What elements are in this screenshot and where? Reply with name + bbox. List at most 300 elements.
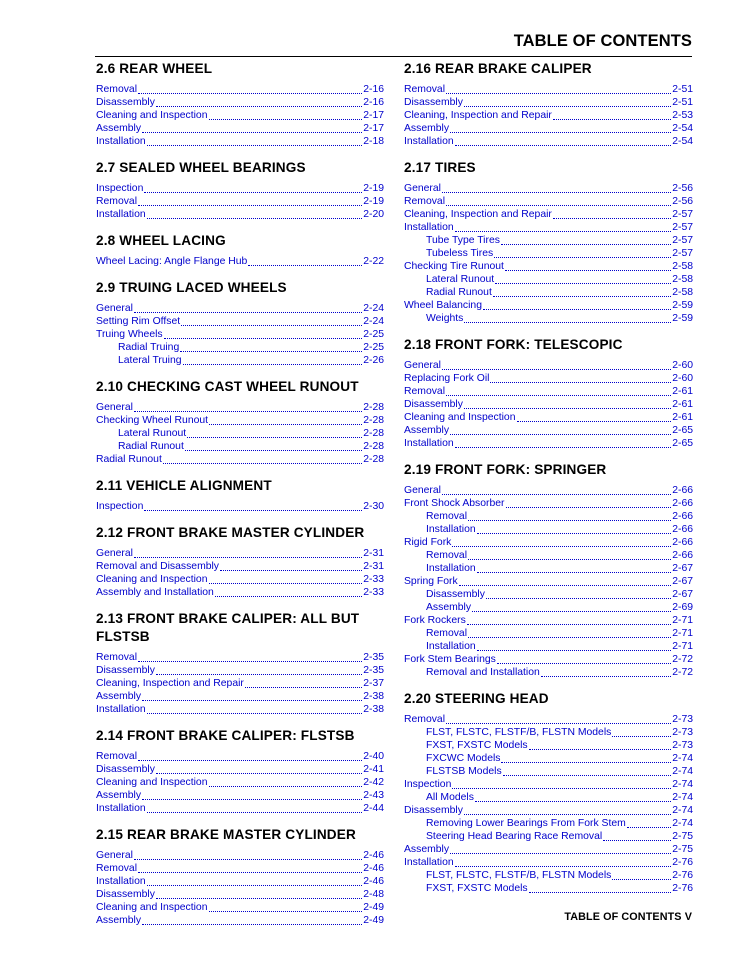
dot-leader — [450, 853, 671, 854]
toc-entry-page: 2-22 — [363, 256, 384, 267]
toc-entry-label: Radial Runout — [96, 454, 162, 465]
toc-entry-link[interactable] — [96, 560, 384, 573]
toc-entry-page: 2-73 — [672, 740, 693, 751]
toc-entry-link[interactable] — [404, 83, 693, 96]
toc-entry-link[interactable] — [96, 875, 384, 888]
toc-entry-link[interactable] — [404, 575, 693, 588]
toc-entry-page: 2-17 — [363, 110, 384, 121]
toc-entry-link[interactable] — [96, 914, 384, 927]
dot-leader — [187, 437, 362, 438]
toc-entry-page: 2-66 — [672, 498, 693, 509]
toc-entry-label: Installation — [96, 136, 146, 147]
dot-leader — [442, 494, 671, 495]
toc-entry-link[interactable] — [96, 122, 384, 135]
toc-entry-label: Radial Runout — [426, 287, 492, 298]
dot-leader — [446, 205, 671, 206]
toc-entry-link[interactable] — [404, 536, 693, 549]
toc-entry-page: 2-37 — [363, 678, 384, 689]
toc-entry-link[interactable] — [404, 312, 693, 325]
toc-entry-label: General — [96, 402, 133, 413]
toc-entry-link[interactable] — [96, 83, 384, 96]
toc-section — [96, 475, 384, 513]
toc-entry-link[interactable] — [96, 888, 384, 901]
toc-entry-label: Removal and Disassembly — [96, 561, 220, 572]
toc-entry-link[interactable] — [96, 703, 384, 716]
toc-entry-link[interactable] — [96, 427, 384, 440]
toc-entry-link[interactable] — [404, 856, 693, 869]
section-title: 2.11 VEHICLE ALIGNMENT — [96, 478, 272, 493]
dot-leader — [209, 119, 363, 120]
toc-entry-link[interactable] — [404, 739, 693, 752]
toc-entry-page: 2-67 — [672, 576, 693, 587]
toc-entry-page: 2-40 — [363, 751, 384, 762]
toc-entry-link[interactable] — [404, 260, 693, 273]
toc-entry-page: 2-20 — [363, 209, 384, 220]
toc-entry-link[interactable] — [404, 627, 693, 640]
toc-entry-label: Truing Wheels — [96, 329, 163, 340]
dot-leader — [553, 218, 671, 219]
dot-leader — [220, 570, 362, 571]
toc-section — [96, 58, 384, 148]
dot-leader — [142, 700, 362, 701]
toc-entry-page: 2-65 — [672, 438, 693, 449]
dot-leader — [494, 257, 671, 258]
toc-entry-link[interactable] — [404, 398, 693, 411]
toc-entry-link[interactable] — [404, 666, 693, 679]
toc-entry-label: FXCWC Models — [426, 753, 501, 764]
page-footer: TABLE OF CONTENTS V — [564, 911, 692, 923]
toc-entry-page: 2-16 — [363, 84, 384, 95]
dot-leader — [455, 145, 672, 146]
toc-entry-page: 2-19 — [363, 196, 384, 207]
dot-leader — [495, 283, 671, 284]
dot-leader — [209, 424, 362, 425]
toc-section — [96, 230, 384, 268]
toc-entry-link[interactable] — [96, 341, 384, 354]
dot-leader — [183, 364, 363, 365]
toc-entry-link[interactable] — [404, 882, 693, 895]
dot-leader — [156, 773, 362, 774]
toc-entry-link[interactable] — [404, 437, 693, 450]
toc-entry-page: 2-46 — [363, 863, 384, 874]
section-title: 2.9 TRUING LACED WHEELS — [96, 280, 287, 295]
toc-entry-page: 2-57 — [672, 248, 693, 259]
toc-entry-page: 2-35 — [363, 652, 384, 663]
dot-leader — [180, 351, 362, 352]
toc-section — [96, 824, 384, 927]
toc-entry-link[interactable] — [96, 135, 384, 148]
toc-entry-label: Front Shock Absorber — [404, 498, 505, 509]
dot-leader — [134, 312, 362, 313]
toc-entry-link[interactable] — [96, 96, 384, 109]
toc-entry-page: 2-76 — [672, 857, 693, 868]
toc-entry-label: Replacing Fork Oil — [404, 373, 490, 384]
toc-entry-link[interactable] — [404, 765, 693, 778]
toc-entry-link[interactable] — [404, 208, 693, 221]
toc-entry-page: 2-58 — [672, 261, 693, 272]
toc-entry-label: Cleaning and Inspection — [404, 412, 516, 423]
toc-entry-page: 2-28 — [363, 428, 384, 439]
toc-entry-label: General — [96, 548, 133, 559]
dot-leader — [134, 859, 362, 860]
toc-entry-label: Disassembly — [404, 399, 463, 410]
dot-leader — [442, 369, 671, 370]
toc-entry-link[interactable] — [404, 247, 693, 260]
toc-entry-link[interactable] — [404, 497, 693, 510]
toc-entry-label: Removal — [96, 863, 137, 874]
toc-entry-page: 2-58 — [672, 274, 693, 285]
toc-entry-link[interactable] — [404, 424, 693, 437]
toc-entry-link[interactable] — [96, 573, 384, 586]
toc-entry-label: Wheel Lacing: Angle Flange Hub — [96, 256, 248, 267]
dot-leader — [209, 786, 363, 787]
toc-entry-label: Removal — [404, 84, 445, 95]
toc-entry-label: Assembly — [96, 915, 142, 926]
toc-entry-page: 2-61 — [672, 386, 693, 397]
toc-entry-link[interactable] — [404, 817, 693, 830]
toc-entry-label: General — [96, 850, 133, 861]
section-title: 2.19 FRONT FORK: SPRINGER — [404, 462, 607, 477]
toc-entry-page: 2-48 — [363, 889, 384, 900]
toc-entry-page: 2-72 — [672, 667, 693, 678]
dot-leader — [455, 447, 672, 448]
toc-entry-page: 2-73 — [672, 727, 693, 738]
dot-leader — [138, 661, 362, 662]
toc-entry-page: 2-74 — [672, 805, 693, 816]
toc-entry-link[interactable] — [404, 286, 693, 299]
toc-entry-label: FLSTSB Models — [426, 766, 502, 777]
dot-leader — [506, 507, 672, 508]
toc-entry-label: Assembly — [404, 123, 450, 134]
toc-entry-label: Installation — [426, 563, 476, 574]
toc-entry-link[interactable] — [404, 234, 693, 247]
dot-leader — [156, 898, 362, 899]
toc-entry-page: 2-51 — [672, 84, 693, 95]
toc-entry-link[interactable] — [96, 750, 384, 763]
dot-leader — [138, 205, 362, 206]
dot-leader — [464, 408, 671, 409]
dot-leader — [477, 533, 672, 534]
toc-entry-link[interactable] — [96, 586, 384, 599]
toc-section — [96, 277, 384, 367]
toc-entry-page: 2-67 — [672, 589, 693, 600]
toc-entry-label: Disassembly — [404, 97, 463, 108]
dot-leader — [529, 749, 672, 750]
toc-entry-page: 2-35 — [363, 665, 384, 676]
dot-leader — [147, 885, 363, 886]
toc-entry-label: Radial Truing — [118, 342, 180, 353]
dot-leader — [446, 395, 671, 396]
toc-entry-page: 2-69 — [672, 602, 693, 613]
dot-leader — [142, 799, 362, 800]
toc-entry-link[interactable] — [96, 453, 384, 466]
dot-leader — [446, 93, 671, 94]
toc-entry-page: 2-76 — [672, 883, 693, 894]
toc-section — [96, 157, 384, 221]
toc-entry-label: Lateral Truing — [118, 355, 182, 366]
toc-entry-link[interactable] — [96, 789, 384, 802]
toc-entry-label: Installation — [404, 438, 454, 449]
toc-entry-page: 2-25 — [363, 329, 384, 340]
page-header — [95, 32, 692, 57]
dot-leader — [147, 713, 363, 714]
dot-leader — [138, 93, 362, 94]
dot-leader — [553, 119, 671, 120]
section-title: 2.20 STEERING HEAD — [404, 691, 549, 706]
toc-entry-page: 2-74 — [672, 766, 693, 777]
dot-leader — [442, 192, 671, 193]
toc-entry-page: 2-28 — [363, 454, 384, 465]
toc-entry-page: 2-54 — [672, 123, 693, 134]
toc-entry-link[interactable] — [96, 195, 384, 208]
toc-entry-page: 2-57 — [672, 222, 693, 233]
toc-entry-page: 2-24 — [363, 303, 384, 314]
toc-entry-link[interactable] — [404, 713, 693, 726]
toc-entry-link[interactable] — [96, 776, 384, 789]
toc-entry-link[interactable] — [96, 109, 384, 122]
dot-leader — [138, 760, 362, 761]
dot-leader — [147, 812, 363, 813]
toc-entry-link[interactable] — [404, 588, 693, 601]
toc-entry-page: 2-66 — [672, 550, 693, 561]
toc-entry-link[interactable] — [404, 182, 693, 195]
toc-entry-link[interactable] — [404, 109, 693, 122]
toc-entry-label: Inspection — [96, 501, 144, 512]
dot-leader — [452, 546, 671, 547]
toc-entry-link[interactable] — [96, 315, 384, 328]
toc-entry-page: 2-28 — [363, 441, 384, 452]
toc-entry-link[interactable] — [404, 601, 693, 614]
toc-entry-link[interactable] — [96, 849, 384, 862]
dot-leader — [147, 145, 363, 146]
toc-entry-label: Cleaning, Inspection and Repair — [404, 209, 552, 220]
toc-entry-link[interactable] — [404, 221, 693, 234]
dot-leader — [459, 585, 671, 586]
dot-leader — [464, 106, 671, 107]
dot-leader — [486, 598, 671, 599]
dot-leader — [464, 322, 671, 323]
toc-section — [404, 157, 693, 325]
dot-leader — [455, 231, 672, 232]
toc-entry-page: 2-31 — [363, 548, 384, 559]
dot-leader — [472, 611, 671, 612]
toc-entry-page: 2-71 — [672, 628, 693, 639]
toc-entry-page: 2-49 — [363, 915, 384, 926]
toc-entry-link[interactable] — [404, 385, 693, 398]
toc-entry-link[interactable] — [404, 273, 693, 286]
toc-column-left — [96, 58, 384, 936]
dot-leader — [144, 192, 362, 193]
toc-entry-page: 2-73 — [672, 714, 693, 725]
toc-entry-page: 2-53 — [672, 110, 693, 121]
toc-entry-link[interactable] — [404, 843, 693, 856]
toc-entry-page: 2-57 — [672, 209, 693, 220]
toc-entry-link[interactable] — [96, 802, 384, 815]
toc-entry-label: FXST, FXSTC Models — [426, 883, 528, 894]
toc-section — [96, 376, 384, 466]
toc-entry-label: Assembly — [404, 844, 450, 855]
toc-entry-link[interactable] — [96, 255, 384, 268]
toc-entry-link[interactable] — [96, 302, 384, 315]
toc-entry-page: 2-76 — [672, 870, 693, 881]
section-title: 2.7 SEALED WHEEL BEARINGS — [96, 160, 306, 175]
toc-entry-label: Checking Wheel Runout — [96, 415, 209, 426]
section-title: 2.6 REAR WHEEL — [96, 61, 213, 76]
toc-entry-link[interactable] — [404, 549, 693, 562]
dot-leader — [163, 463, 362, 464]
toc-entry-page: 2-75 — [672, 844, 693, 855]
toc-entry-label: Disassembly — [96, 889, 155, 900]
toc-entry-page: 2-56 — [672, 183, 693, 194]
toc-entry-link[interactable] — [404, 752, 693, 765]
toc-entry-link[interactable] — [404, 510, 693, 523]
toc-entry-link[interactable] — [404, 359, 693, 372]
dot-leader — [612, 879, 671, 880]
dot-leader — [142, 924, 362, 925]
dot-leader — [517, 421, 672, 422]
toc-entry-label: Removal — [96, 652, 137, 663]
toc-entry-label: Removal — [404, 386, 445, 397]
toc-entry-page: 2-28 — [363, 402, 384, 413]
dot-leader — [156, 106, 362, 107]
dot-leader — [142, 132, 362, 133]
toc-entry-link[interactable] — [96, 401, 384, 414]
toc-entry-link[interactable] — [404, 869, 693, 882]
toc-entry-page: 2-17 — [363, 123, 384, 134]
toc-entry-page: 2-31 — [363, 561, 384, 572]
dot-leader — [541, 676, 671, 677]
toc-entry-link[interactable] — [404, 96, 693, 109]
toc-entry-page: 2-71 — [672, 615, 693, 626]
toc-entry-page: 2-66 — [672, 524, 693, 535]
toc-entry-link[interactable] — [96, 182, 384, 195]
toc-entry-page: 2-67 — [672, 563, 693, 574]
toc-entry-link[interactable] — [96, 328, 384, 341]
toc-entry-link[interactable] — [404, 830, 693, 843]
toc-entry-link[interactable] — [96, 677, 384, 690]
toc-entry-page: 2-43 — [363, 790, 384, 801]
toc-entry-page: 2-59 — [672, 313, 693, 324]
toc-entry-link[interactable] — [404, 726, 693, 739]
toc-entry-link[interactable] — [404, 653, 693, 666]
toc-entry-page: 2-71 — [672, 641, 693, 652]
toc-entry-link[interactable] — [96, 414, 384, 427]
toc-entry-page: 2-38 — [363, 691, 384, 702]
toc-entry-page: 2-66 — [672, 537, 693, 548]
toc-entry-page: 2-75 — [672, 831, 693, 842]
toc-entry-label: Removal — [426, 511, 467, 522]
toc-entry-label: Rigid Fork — [404, 537, 452, 548]
dot-leader — [156, 674, 362, 675]
toc-entry-page: 2-60 — [672, 360, 693, 371]
toc-entry-link[interactable] — [96, 208, 384, 221]
toc-entry-page: 2-57 — [672, 235, 693, 246]
toc-entry-label: Installation — [404, 136, 454, 147]
section-title: 2.18 FRONT FORK: TELESCOPIC — [404, 337, 623, 352]
toc-entry-link[interactable] — [404, 791, 693, 804]
toc-entry-link[interactable] — [404, 135, 693, 148]
dot-leader — [248, 265, 362, 266]
toc-entry-link[interactable] — [96, 354, 384, 367]
toc-entry-page: 2-18 — [363, 136, 384, 147]
toc-entry-label: Cleaning, Inspection and Repair — [96, 678, 244, 689]
toc-entry-page: 2-26 — [363, 355, 384, 366]
dot-leader — [181, 325, 362, 326]
toc-entry-link[interactable] — [96, 664, 384, 677]
toc-entry-link[interactable] — [404, 299, 693, 312]
toc-entry-link[interactable] — [404, 562, 693, 575]
dot-leader — [501, 762, 671, 763]
toc-entry-page: 2-65 — [672, 425, 693, 436]
toc-entry-link[interactable] — [404, 640, 693, 653]
toc-entry-label: Wheel Balancing — [404, 300, 482, 311]
toc-entry-page: 2-38 — [363, 704, 384, 715]
dot-leader — [503, 775, 672, 776]
toc-entry-link[interactable] — [96, 547, 384, 560]
toc-entry-link[interactable] — [404, 122, 693, 135]
dot-leader — [603, 840, 671, 841]
toc-entry-label: Assembly and Installation — [96, 587, 214, 598]
toc-entry-label: Assembly — [426, 602, 472, 613]
toc-entry-label: General — [404, 183, 441, 194]
toc-section — [96, 608, 384, 716]
toc-entry-link[interactable] — [404, 411, 693, 424]
toc-entry-label: Cleaning and Inspection — [96, 777, 208, 788]
toc-entry-link[interactable] — [404, 778, 693, 791]
toc-entry-link[interactable] — [404, 523, 693, 536]
page-title: TABLE OF CONTENTS — [513, 32, 692, 50]
toc-entry-label: Installation — [426, 524, 476, 535]
toc-entry-link[interactable] — [404, 804, 693, 817]
toc-entry-label: Assembly — [96, 790, 142, 801]
toc-entry-label: Inspection — [404, 779, 452, 790]
section-title: 2.13 FRONT BRAKE CALIPER: ALL BUT FLSTSB — [96, 611, 360, 644]
toc-entry-label: Removal — [96, 196, 137, 207]
toc-entry-link[interactable] — [404, 614, 693, 627]
toc-entry-link[interactable] — [96, 901, 384, 914]
section-title: 2.12 FRONT BRAKE MASTER CYLINDER — [96, 525, 365, 540]
toc-entry-label: Disassembly — [426, 589, 485, 600]
dot-leader — [493, 296, 671, 297]
toc-entry-page: 2-28 — [363, 415, 384, 426]
toc-entry-link[interactable] — [96, 862, 384, 875]
toc-entry-label: All Models — [426, 792, 474, 803]
toc-entry-link[interactable] — [404, 372, 693, 385]
toc-entry-link[interactable] — [404, 484, 693, 497]
toc-entry-link[interactable] — [96, 500, 384, 513]
dot-leader — [477, 572, 672, 573]
toc-entry-link[interactable] — [96, 440, 384, 453]
toc-section — [96, 522, 384, 599]
toc-entry-page: 2-59 — [672, 300, 693, 311]
toc-entry-link[interactable] — [96, 763, 384, 776]
dot-leader — [245, 687, 362, 688]
toc-entry-page: 2-24 — [363, 316, 384, 327]
toc-entry-label: Removal — [96, 751, 137, 762]
toc-entry-label: Tube Type Tires — [426, 235, 500, 246]
toc-entry-page: 2-61 — [672, 412, 693, 423]
toc-entry-page: 2-74 — [672, 753, 693, 764]
toc-entry-link[interactable] — [96, 651, 384, 664]
toc-entry-label: Installation — [96, 209, 146, 220]
toc-entry-label: Fork Stem Bearings — [404, 654, 496, 665]
toc-entry-link[interactable] — [404, 195, 693, 208]
toc-entry-link[interactable] — [96, 690, 384, 703]
dot-leader — [468, 520, 671, 521]
section-title: 2.15 REAR BRAKE MASTER CYLINDER — [96, 827, 356, 842]
toc-entry-page: 2-49 — [363, 902, 384, 913]
toc-entry-label: Cleaning and Inspection — [96, 902, 208, 913]
